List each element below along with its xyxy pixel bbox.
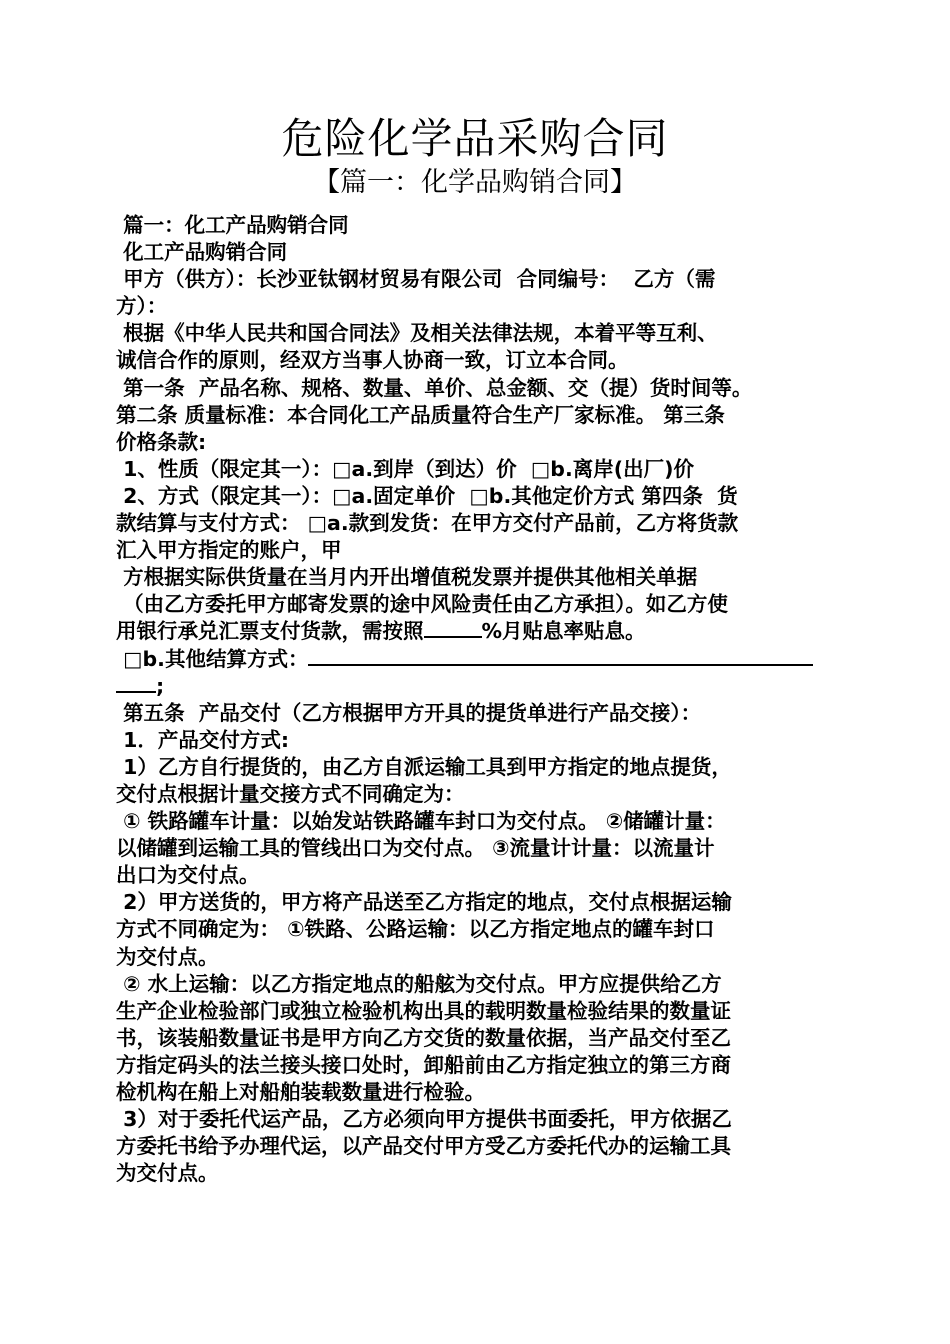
text-line: ① 铁路罐车计量：以始发站铁路罐车封口为交付点。 ②储罐计量： <box>116 809 726 834</box>
text-line: 化工产品购销合同 <box>116 240 288 265</box>
text-line: 生产企业检验部门或独立检验机构出具的载明数量检验结果的数量证 <box>116 998 731 1023</box>
text-line: 1．产品交付方式: <box>116 727 290 752</box>
text-line: 1）乙方自行提货的，由乙方自派运输工具到甲方指定的地点提货， <box>116 754 732 779</box>
settlement-blank <box>308 646 813 666</box>
text-line: 1、性质（限定其一）：□a.到岸（到达）价 □b.离岸(出厂)价 <box>116 456 694 481</box>
text-line: 款结算与支付方式： □a.款到发货：在甲方交付产品前，乙方将货款 <box>116 511 739 536</box>
blank-continuation-line <box>116 673 846 700</box>
text-line: 第一条 产品名称、规格、数量、单价、总金额、交（提）货时间等。 <box>116 375 753 400</box>
text-line: （由乙方委托甲方邮寄发票的途中风险责任由乙方承担）。如乙方使 <box>116 592 728 617</box>
text-line: 3）对于委托代运产品，乙方必须向甲方提供书面委托，甲方依据乙 <box>116 1107 732 1132</box>
text-line: 第五条 产品交付（乙方根据甲方开具的提货单进行产品交接）： <box>116 700 702 725</box>
settlement-blank-continued <box>116 673 156 693</box>
text-line: 检机构在船上对船舶装载数量进行检验。 <box>116 1080 485 1104</box>
document-subtitle: 【篇一：化学品购销合同】 <box>313 167 637 198</box>
text-line: 书，该装船数量证书是甲方向乙方交货的数量依据，当产品交付至乙 <box>116 1025 731 1050</box>
text-line: 根据《中华人民共和国合同法》及相关法律法规，本着平等互利、 <box>116 321 718 346</box>
rate-line <box>116 618 846 645</box>
text-line: 诚信合作的原则，经双方当事人协商一致，订立本合同。 <box>116 348 629 373</box>
text-line: 2、方式（限定其一）：□a.固定单价 □b.其他定价方式 第四条 货 <box>116 483 738 508</box>
text-line: 汇入甲方指定的账户，甲 <box>116 538 342 563</box>
text-line: 第二条 质量标准：本合同化工产品质量符合生产厂家标准。 第三条 <box>116 402 725 427</box>
text-line: 价格条款: <box>116 429 207 454</box>
text-line: 甲方（供方）：长沙亚钛钢材贸易有限公司 合同编号： 乙方（需 <box>116 267 716 292</box>
text-line: 为交付点。 <box>116 944 219 969</box>
other-settlement-text: □b.其他结算方式： <box>116 646 309 671</box>
text-line: 篇一：化工产品购销合同 <box>116 213 349 237</box>
text-line: 方式不同确定为： ①铁路、公路运输：以乙方指定地点的罐车封口 <box>116 917 715 942</box>
text-line: 为交付点。 <box>116 1161 219 1186</box>
text-line: 出口为交付点。 <box>116 863 260 888</box>
rate-blank <box>424 618 482 638</box>
text-line: ② 水上运输：以乙方指定地点的船舷为交付点。甲方应提供给乙方 <box>116 971 722 996</box>
document-title: 危险化学品采购合同 <box>281 114 669 163</box>
contract-body <box>116 212 846 1187</box>
rate-line-text: 用银行承兑汇票支付货款，需按照 <box>116 619 424 644</box>
text-line: 方委托书给予办理代运，以产品交付甲方受乙方委托代办的运输工具 <box>116 1134 731 1159</box>
text-line: 以储罐到运输工具的管线出口为交付点。 ③流量计计量：以流量计 <box>116 836 715 861</box>
text-line: 方指定码头的法兰接头接口处时，卸船前由乙方指定独立的第三方商 <box>116 1052 731 1077</box>
text-line: 方根据实际供货量在当月内开出增值税发票并提供其他相关单据 <box>116 565 698 590</box>
other-settlement-line <box>116 646 846 673</box>
text-line: 2）甲方送货的，甲方将产品送至乙方指定的地点，交付点根据运输 <box>116 890 732 915</box>
rate-suffix: %月贴息率贴息。 <box>481 619 646 644</box>
text-line: 交付点根据计量交接方式不同确定为： <box>116 781 465 806</box>
blank-end: ; <box>156 673 165 698</box>
text-line: 方）： <box>116 294 168 319</box>
